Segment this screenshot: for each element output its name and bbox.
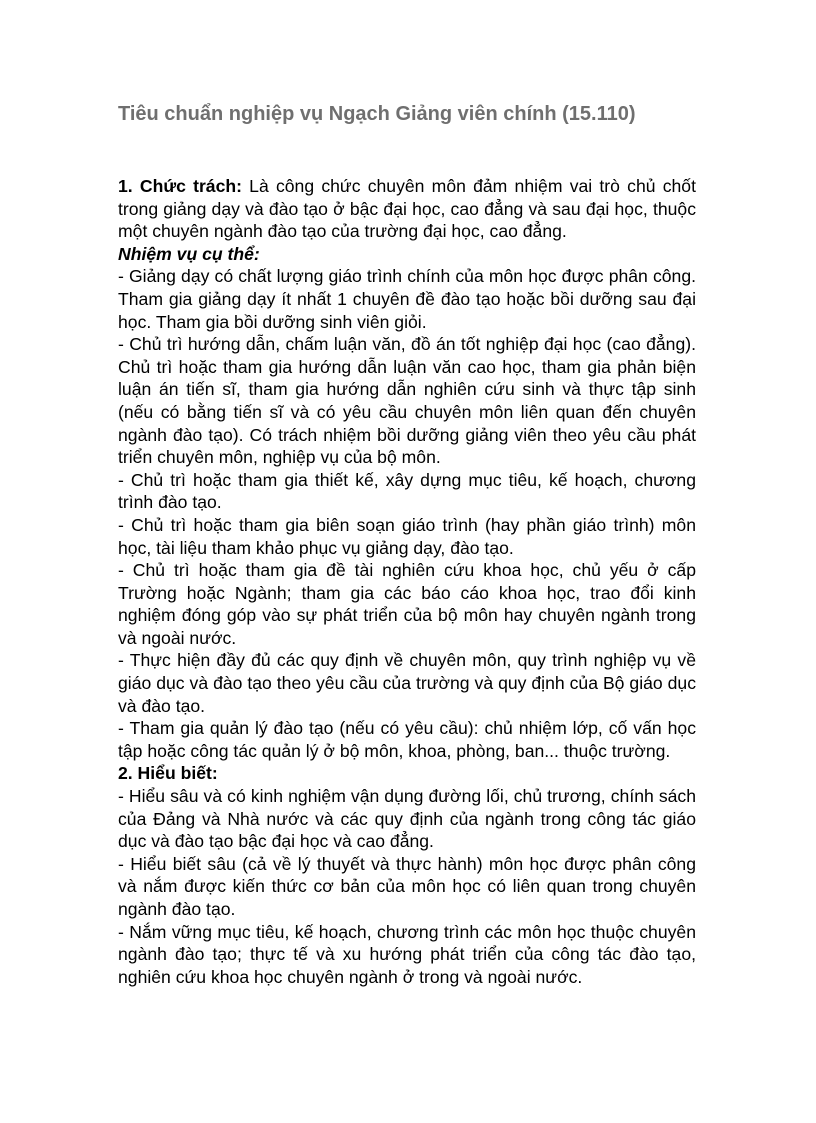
duty-item-7: - Tham gia quản lý đào tạo (nếu có yêu cầu): chủ nhiệm lớp, cố vấn học tập hoặc công tác quản lý ở bộ môn, khoa, phòng, ban... thuộc trường.	[118, 718, 696, 761]
duty-item-5: - Chủ trì hoặc tham gia đề tài nghiên cứu khoa học, chủ yếu ở cấp Trường hoặc Ngành; tham gia các báo cáo khoa học, trao đổi kinh nghiệm đóng góp vào sự phát triển của bộ môn hay chuyên ngành trong và ngoài nước.	[118, 560, 696, 648]
duties-subheading: Nhiệm vụ cụ thể:	[118, 243, 260, 264]
section-2-heading: 2. Hiểu biết:	[118, 763, 218, 784]
duty-item-3: - Chủ trì hoặc tham gia thiết kế, xây dựng mục tiêu, kế hoạch, chương trình đào tạo.	[118, 469, 696, 513]
duty-item-6: - Thực hiện đầy đủ các quy định về chuyên môn, quy trình nghiệp vụ về giáo dục và đào tạo theo yêu cầu của trường và quy định của Bộ giáo dục và đào tạo.	[118, 650, 696, 716]
section-1-paragraph	[118, 175, 696, 243]
section-1-heading: 1. Chức trách:	[118, 176, 242, 196]
knowledge-item-2: - Hiểu biết sâu (cả về lý thuyết và thực hành) môn học được phân công và nắm được kiến thức cơ bản của môn học có liên quan trong chuyên ngành đào tạo.	[118, 853, 696, 919]
duty-item-1: - Giảng dạy có chất lượng giáo trình chính của môn học được phân công. Tham gia giảng dạy ít nhất 1 chuyên đề đào tạo hoặc bồi dưỡng sau đại học. Tham gia bồi dưỡng sinh viên giỏi.	[118, 266, 696, 332]
duty-item-2: - Chủ trì hướng dẫn, chấm luận văn, đồ án tốt nghiệp đại học (cao đẳng). Chủ trì hoặc tham gia hướng dẫn luận văn cao học, tham gia phản biện luận án tiến sĩ, tham gia hướng dẫn nghiên cứu sinh và thực tập sinh (nếu có bằng tiến sĩ và có yêu cầu chuyên môn liên quan đến chuyên ngành đào tạo). Có trách nhiệm bồi dưỡng giảng viên theo yêu cầu phát triển chuyên môn, nghiệp vụ của bộ môn.	[118, 334, 696, 468]
section-1-text: Là công chức chuyên môn đảm nhiệm vai trò chủ chốt trong giảng dạy và đào tạo ở bậc đại học, cao đẳng và sau đại học, thuộc một chuyên ngành đào tạo của trường đại học, cao đẳng.	[118, 176, 696, 242]
duty-item-4: - Chủ trì hoặc tham gia biên soạn giáo trình (hay phần giáo trình) môn học, tài liệu tham khảo phục vụ giảng dạy, đào tạo.	[118, 514, 696, 558]
document-title: Tiêu chuẩn nghiệp vụ Ngạch Giảng viên chính (15.110)	[118, 103, 636, 125]
knowledge-item-1: - Hiểu sâu và có kinh nghiệm vận dụng đường lối, chủ trương, chính sách của Đảng và Nhà nước và các quy định của ngành trong công tác giáo dục và đào tạo bậc đại học và cao đẳng.	[118, 786, 696, 852]
document-body	[118, 175, 696, 988]
knowledge-item-3: - Nắm vững mục tiêu, kế hoạch, chương trình các môn học thuộc chuyên ngành đào tạo; thực tế và xu hướng phát triển của công tác đào tạo, nghiên cứu khoa học chuyên ngành ở trong và ngoài nước.	[118, 921, 696, 987]
